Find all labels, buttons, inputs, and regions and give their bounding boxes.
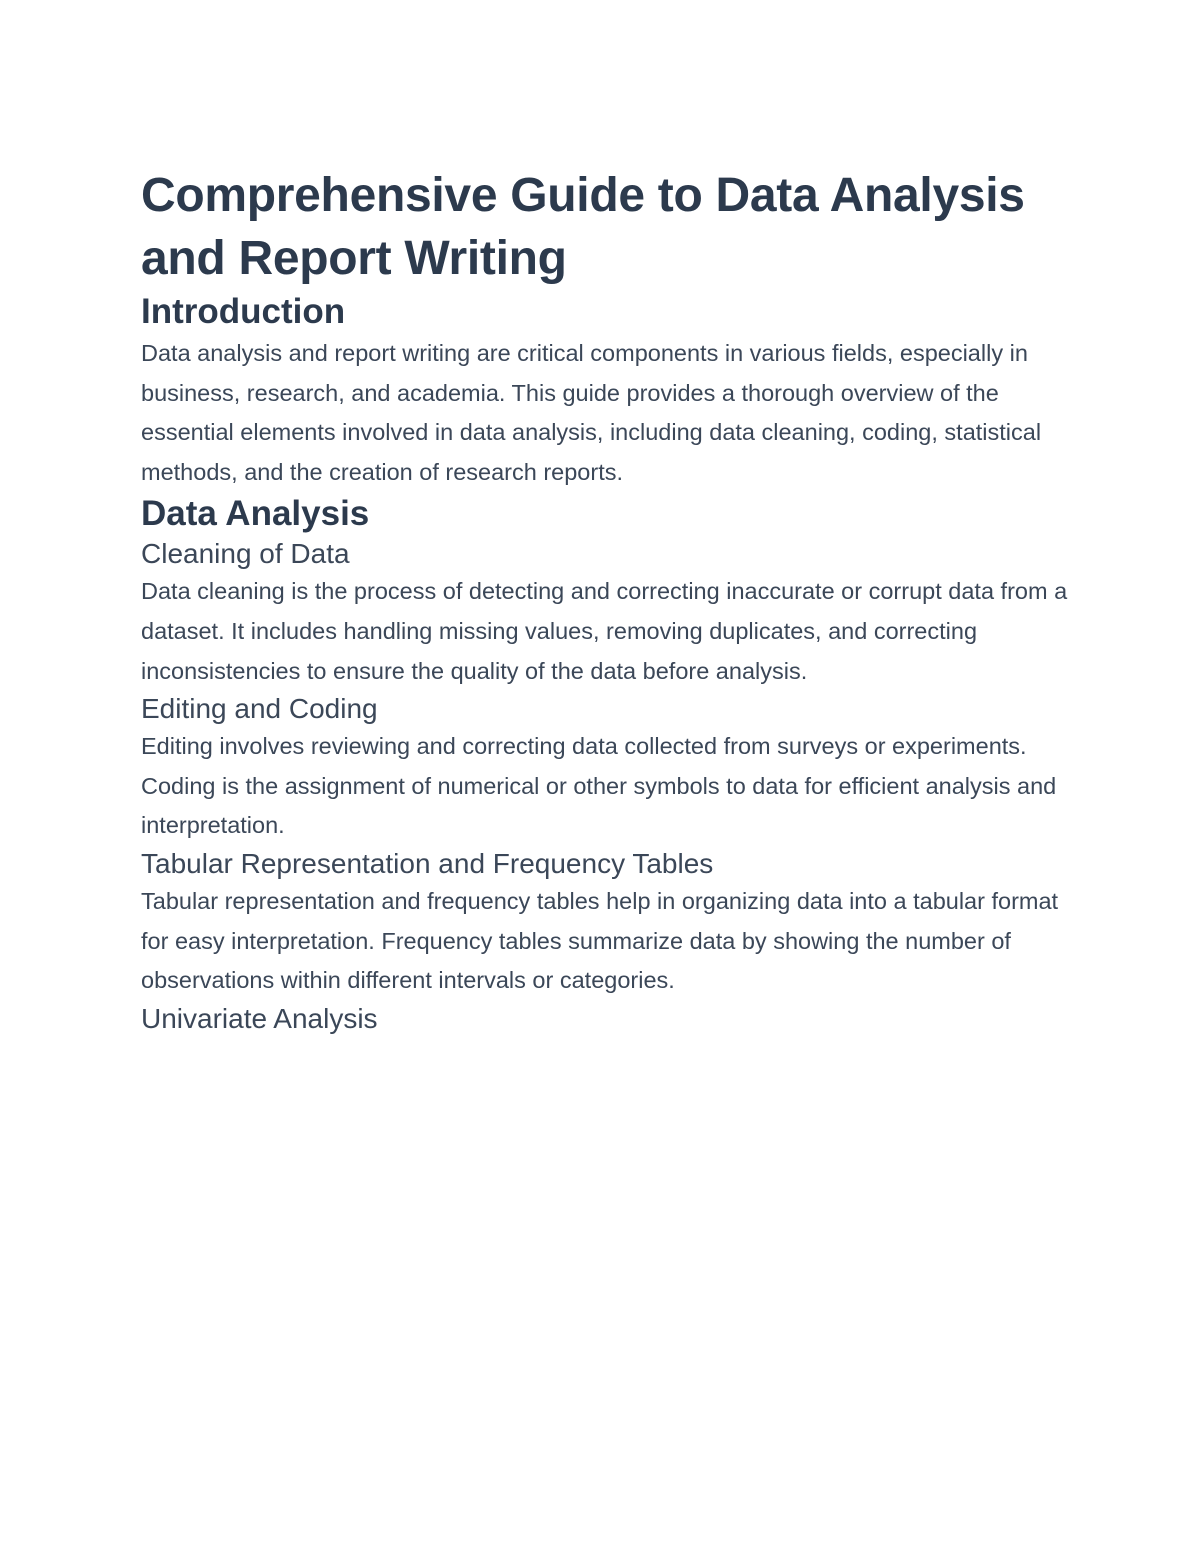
introduction-heading: Introduction	[141, 292, 346, 331]
document-content	[141, 164, 1071, 1037]
cleaning-of-data-heading: Cleaning of Data	[141, 538, 350, 570]
editing-and-coding-heading: Editing and Coding	[141, 693, 378, 725]
tabular-representation-paragraph: Tabular representation and frequency tables help in organizing data into a tabular format for easy interpretation. Frequency tables summarize data by showing the number of observations within different intervals or categories.	[141, 887, 1059, 994]
univariate-analysis-heading: Univariate Analysis	[141, 1002, 378, 1034]
cleaning-of-data-paragraph: Data cleaning is the process of detecting and correcting inaccurate or corrupt data from a dataset. It includes handling missing values, removing duplicates, and correcting inconsistencies to ensure the quality of the data before analysis.	[141, 578, 1068, 684]
editing-and-coding-paragraph: Editing involves reviewing and correcting data collected from surveys or experiments. Coding is the assignment of numerical or other symbols to data for efficient analysis and interpretation.	[141, 733, 1057, 839]
data-analysis-heading: Data Analysis	[141, 494, 370, 534]
document-title: Comprehensive Guide to Data Analysis and Report Writing	[141, 169, 1025, 285]
tabular-representation-heading: Tabular Representation and Frequency Tables	[141, 847, 714, 879]
introduction-paragraph: Data analysis and report writing are critical components in various fields, especially in business, research, and academia. This guide provides a thorough overview of the essential elements involved in data analysis, including data cleaning, coding, statistical methods, and the creation of research reports.	[141, 340, 1042, 485]
